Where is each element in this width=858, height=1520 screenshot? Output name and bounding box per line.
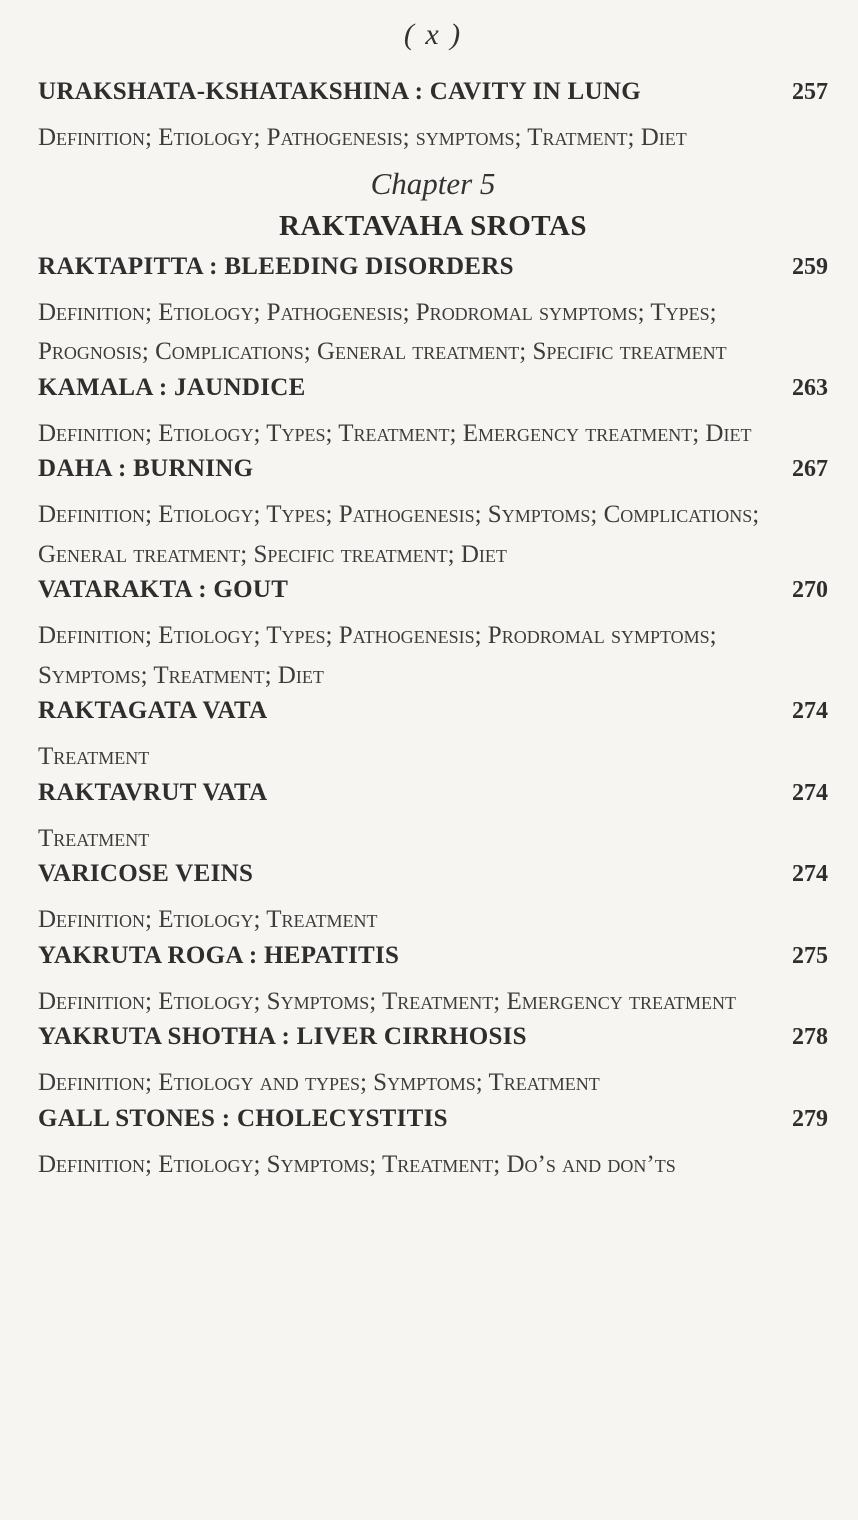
toc-entry[interactable] (38, 1023, 828, 1103)
toc-entry-header (38, 942, 828, 982)
toc-entry[interactable] (38, 779, 828, 859)
toc-entry[interactable] (38, 1105, 828, 1185)
toc-entry-title: RAKTAGATA VATA (38, 697, 268, 724)
toc-entry-title: YAKRUTA ROGA : HEPATITIS (38, 941, 400, 969)
toc-entry[interactable] (38, 455, 828, 574)
toc-entry-header (38, 78, 828, 118)
toc-entry-header (38, 860, 828, 900)
toc-entry-title: VARICOSE VEINS (38, 860, 254, 887)
toc-entry-page: 274 (792, 698, 828, 724)
toc-entry-page: 275 (792, 942, 828, 969)
toc-entry[interactable] (38, 78, 828, 158)
toc-entry-page: 267 (792, 456, 828, 482)
chapter-title: RAKTAVAHA SROTAS (278, 209, 588, 242)
toc-entry-header (38, 1023, 828, 1063)
toc-entry[interactable] (38, 253, 828, 372)
toc-entry-title: RAKTAVRUT VATA (38, 778, 268, 806)
toc-entry-title: YAKRUTA SHOTHA : LIVER CIRRHOSIS (38, 1023, 527, 1050)
toc-entry-description: Definition; Etiology; Pathogenesis; symptoms; Tratment; Diet (38, 124, 687, 151)
toc-entry-page: 270 (792, 577, 828, 603)
toc-entry-page: 274 (792, 861, 828, 887)
toc-entry-description: Definition; Etiology; Symptoms; Treatment; Do’s and don’ts (38, 1150, 676, 1178)
toc-entry-description: Treatment (38, 743, 150, 770)
toc-entry-title: GALL STONES : CHOLECYSTITIS (38, 1104, 448, 1132)
toc-entry-description: Definition; Etiology; Types; Pathogenesis; Symptoms; Complications; General treatment; Specific treatment; Diet (38, 501, 760, 568)
chapter-entries (38, 253, 828, 1185)
toc-entry-description: Definition; Etiology and types; Symptoms; Treatment (38, 1069, 600, 1096)
toc-entry-header (38, 576, 828, 616)
toc-entry-description: Definition; Etiology; Treatment (38, 906, 378, 933)
pre-chapter-entries (38, 78, 828, 158)
toc-entry-page: 259 (792, 253, 828, 280)
toc-entry-page: 274 (792, 779, 828, 806)
toc-entry-title: DAHA : BURNING (38, 455, 254, 482)
toc-entry-title: KAMALA : JAUNDICE (38, 373, 306, 401)
toc-entry-description: Treatment (38, 824, 150, 852)
toc-entry-header (38, 697, 828, 737)
toc-entry-description: Definition; Etiology; Symptoms; Treatment; Emergency treatment (38, 987, 736, 1015)
toc-entry[interactable] (38, 374, 828, 454)
toc-entry[interactable] (38, 860, 828, 940)
toc-entry-title: URAKSHATA-KSHATAKSHINA : CAVITY IN LUNG (38, 78, 641, 105)
toc-entry-header (38, 374, 828, 414)
toc-entry-page: 279 (792, 1105, 828, 1132)
toc-entry[interactable] (38, 942, 828, 1022)
toc-entry-description: Definition; Etiology; Types; Pathogenesis; Prodromal symptoms; Symptoms; Treatment; Diet (38, 622, 717, 689)
toc-entry-page: 278 (792, 1024, 828, 1050)
toc-entry[interactable] (38, 697, 828, 777)
toc-entry-page: 257 (792, 79, 828, 105)
toc-entry-page: 263 (792, 374, 828, 401)
toc-entry-header (38, 253, 828, 293)
toc-entry-header (38, 1105, 828, 1145)
toc-entry[interactable] (38, 576, 828, 695)
toc-entry-description: Definition; Etiology; Pathogenesis; Prodromal symptoms; Types; Prognosis; Complications; General treatment; Specific treatment (38, 298, 727, 365)
toc-entry-title: VATARAKTA : GOUT (38, 576, 289, 603)
toc-entry-title: RAKTAPITTA : BLEEDING DISORDERS (38, 252, 514, 280)
chapter-label: Chapter 5 (370, 165, 496, 201)
page-number: ( x ) (403, 18, 463, 51)
toc-entry-header (38, 455, 828, 495)
toc-entry-description: Definition; Etiology; Types; Treatment; Emergency treatment; Diet (38, 419, 752, 447)
toc-entry-header (38, 779, 828, 819)
